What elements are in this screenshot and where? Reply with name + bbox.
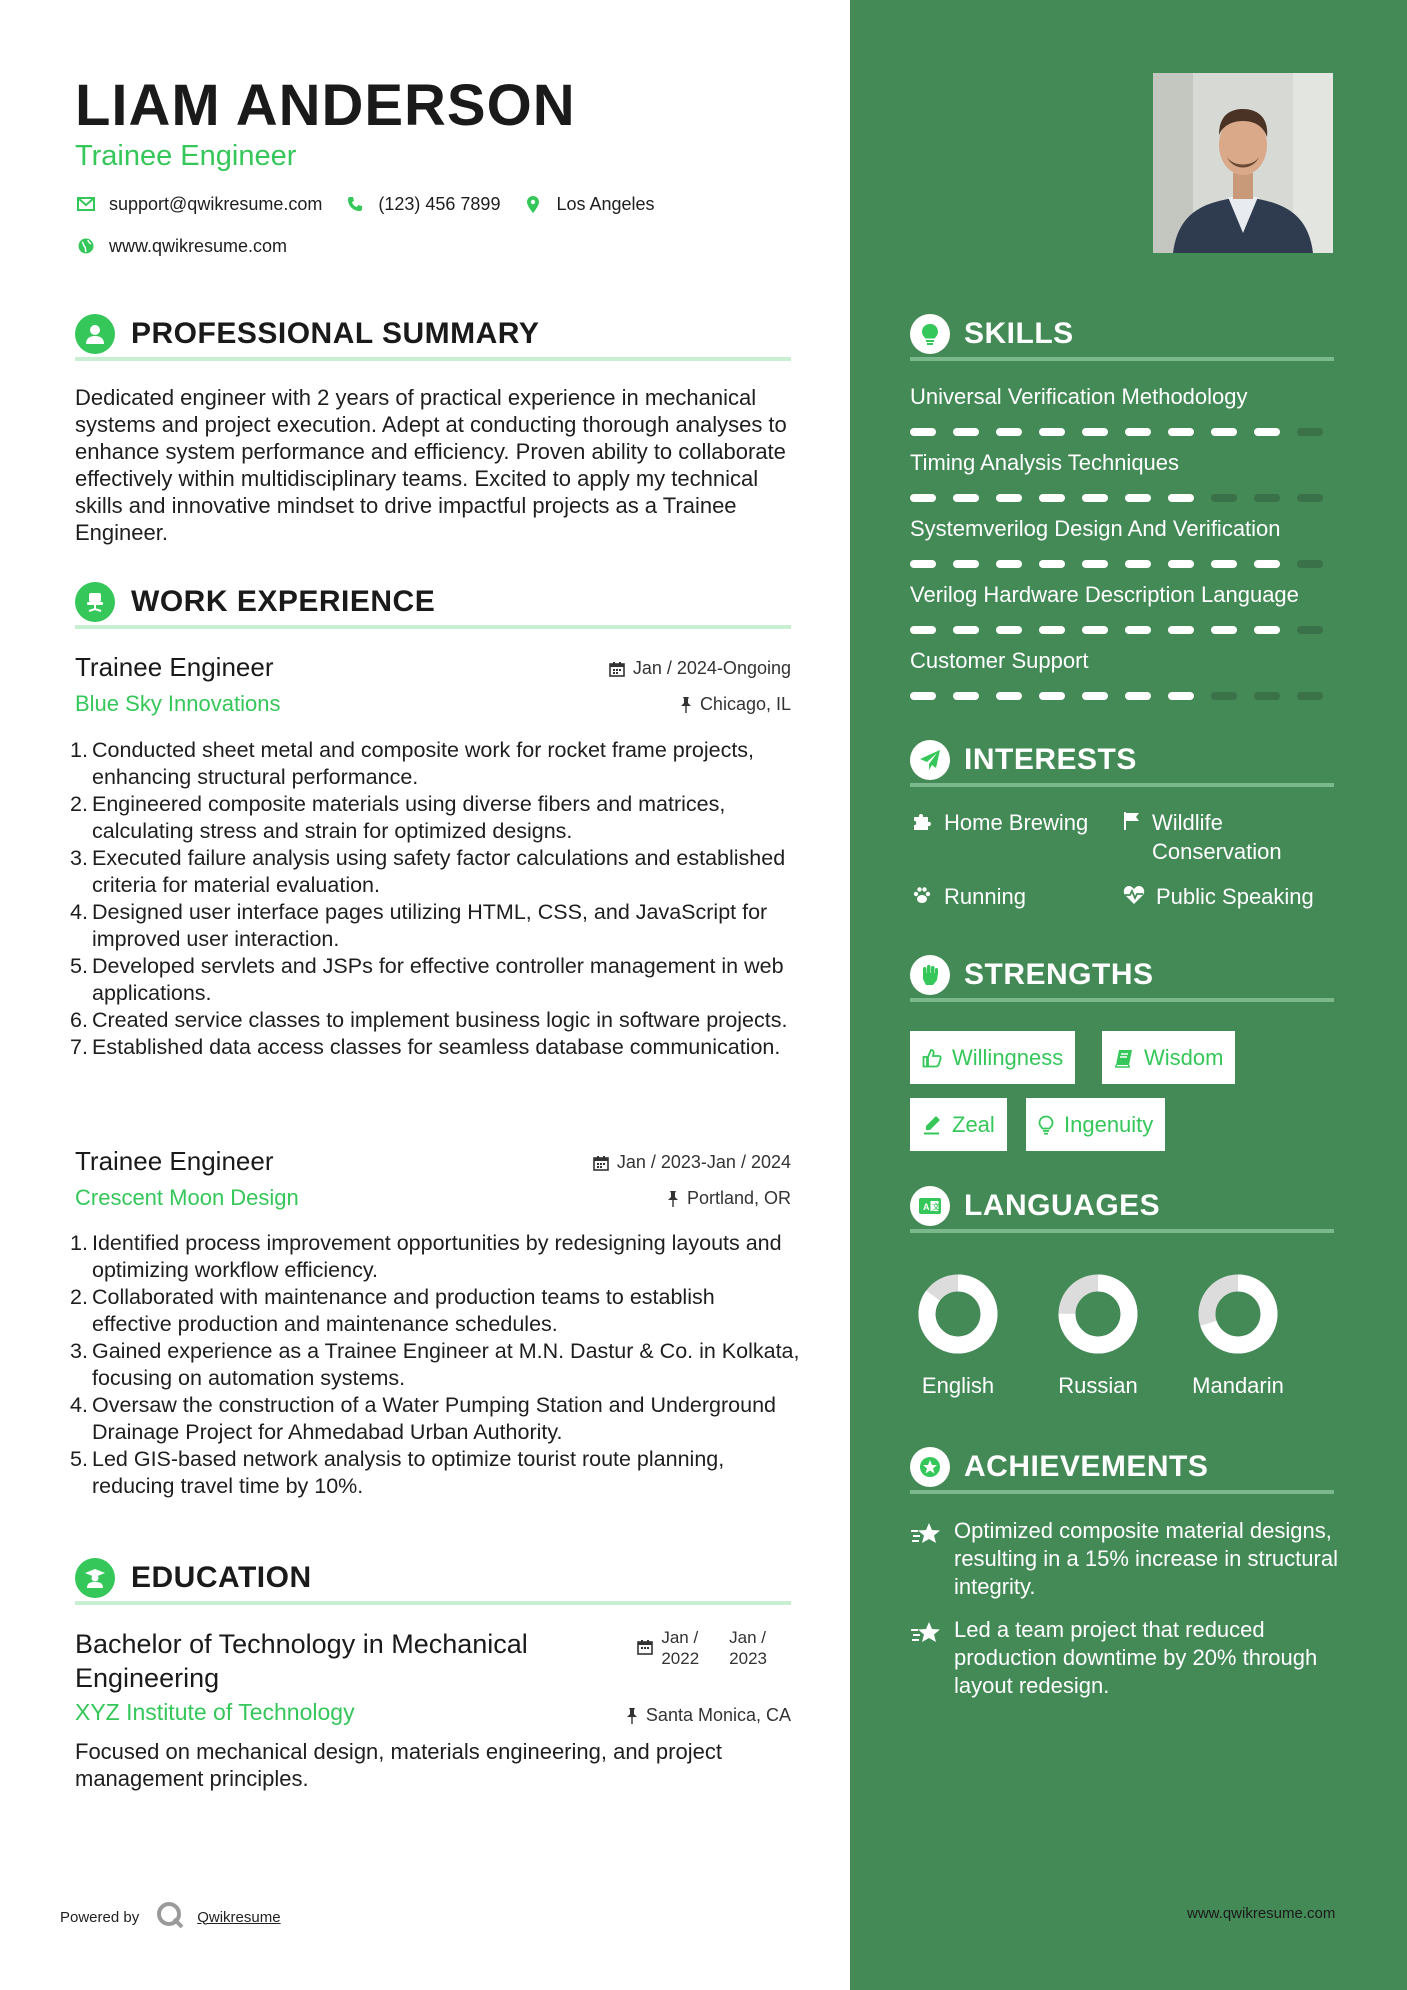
pushpin-icon [667, 1191, 679, 1207]
globe-icon [75, 235, 97, 257]
interest-item [1122, 808, 1322, 866]
flag-icon [1122, 811, 1142, 831]
skill-rating-segment [1297, 494, 1323, 502]
interest-item [910, 808, 1088, 837]
puzzle-icon [910, 811, 934, 831]
skill-rating-segment [1297, 428, 1323, 436]
summary-header [75, 311, 791, 361]
strength-label: Zeal [952, 1111, 995, 1137]
candidate-name: LIAM ANDERSON [75, 73, 576, 138]
skill-item [910, 648, 1340, 700]
svg-text:A: A [923, 1202, 930, 1212]
skill-rating-segment [1082, 428, 1108, 436]
translate-icon [910, 1186, 950, 1226]
shooting-star-icon [910, 1620, 942, 1651]
job-date [609, 658, 791, 679]
skill-rating-segment [1125, 428, 1151, 436]
paw-icon [910, 885, 934, 905]
footer-website: www.qwikresume.com [1187, 1905, 1336, 1922]
skill-item [910, 516, 1340, 568]
achievements-header [910, 1444, 1334, 1494]
skill-rating-segment [996, 560, 1022, 568]
skill-rating-segment [953, 692, 979, 700]
job-title: Trainee Engineer [75, 1146, 274, 1176]
pushpin-icon [680, 697, 692, 713]
heartbeat-icon [1122, 885, 1146, 905]
skill-rating-segment [1211, 428, 1237, 436]
strength-label: Wisdom [1144, 1044, 1224, 1070]
skill-rating-segment [1168, 428, 1194, 436]
skill-rating-segment [1254, 692, 1280, 700]
website-link[interactable]: www.qwikresume.com [109, 235, 288, 256]
job-title: Trainee Engineer [75, 652, 274, 682]
list-item: 5. Led GIS-based network analysis to optimize tourist route planning, reducing travel time by 10%. [70, 1447, 725, 1498]
language-proficiency-ring [1054, 1270, 1142, 1358]
skill-rating-segment [953, 626, 979, 634]
skill-rating-bar [910, 428, 1340, 436]
skill-rating-segment [1211, 560, 1237, 568]
skill-rating-segment [1297, 692, 1323, 700]
job-company: Crescent Moon Design [75, 1185, 299, 1210]
job-location [667, 1188, 791, 1209]
interest-label: Public Speaking [1156, 884, 1314, 909]
language-item [908, 1270, 1008, 1399]
skill-rating-segment [1125, 692, 1151, 700]
skills-heading: SKILLS [964, 317, 1074, 350]
fist-icon [910, 955, 950, 995]
svg-text:文: 文 [932, 1202, 940, 1212]
list-item: 4. Oversaw the construction of a Water Pumping Station and Underground Drainage Project for Ahmedabad Urban Authority. [70, 1393, 776, 1444]
language-proficiency-ring [914, 1270, 1002, 1358]
strengths-heading: STRENGTHS [964, 958, 1154, 991]
interests-heading: INTERESTS [964, 743, 1137, 776]
education-location [626, 1705, 791, 1726]
start-date: Jan / 2022 [661, 1628, 700, 1668]
calendar-icon [637, 1639, 653, 1655]
skill-name: Timing Analysis Techniques [910, 450, 1180, 475]
skill-item [910, 582, 1340, 634]
achievement-item [910, 1616, 1340, 1700]
skill-rating-segment [1211, 626, 1237, 634]
skill-rating-bar [910, 494, 1340, 502]
envelope-icon [75, 193, 97, 215]
skill-name: Systemverilog Design And Verification [910, 516, 1281, 541]
strength-label: Willingness [952, 1044, 1064, 1070]
list-item: 3. Executed failure analysis using safety factor calculations and established criteria for material evaluation. [70, 846, 786, 897]
job-date-text: Jan / 2023-Jan / 2024 [616, 1152, 791, 1172]
location-text: Los Angeles [556, 193, 655, 214]
powered-by [60, 1900, 281, 1934]
list-item: 4. Designed user interface pages utilizing HTML, CSS, and JavaScript for improved user interaction. [70, 900, 768, 951]
skill-rating-segment [1125, 494, 1151, 502]
skill-rating-segment [1254, 560, 1280, 568]
experience-heading: WORK EXPERIENCE [131, 585, 436, 618]
skill-rating-segment [1254, 428, 1280, 436]
job-company: Blue Sky Innovations [75, 691, 281, 716]
skill-rating-segment [1125, 560, 1151, 568]
summary-heading: PROFESSIONAL SUMMARY [131, 317, 540, 350]
skills-header [910, 311, 1334, 361]
school-name: XYZ Institute of Technology [75, 1699, 355, 1725]
skill-rating-segment [1297, 560, 1323, 568]
pushpin-icon [626, 1708, 638, 1724]
skill-rating-segment [1039, 494, 1065, 502]
calendar-icon [593, 1155, 609, 1171]
skill-name: Verilog Hardware Description Language [910, 582, 1299, 607]
strength-badge [910, 1031, 1075, 1084]
skill-rating-segment [1125, 626, 1151, 634]
skill-rating-segment [996, 692, 1022, 700]
skill-rating-segment [1039, 428, 1065, 436]
thumbs-up-icon [922, 1048, 942, 1068]
language-proficiency-ring [1194, 1270, 1282, 1358]
skill-rating-segment [1168, 494, 1194, 502]
strengths-header [910, 952, 1334, 1002]
phone-text: (123) 456 7899 [378, 193, 501, 214]
skill-rating-segment [1168, 626, 1194, 634]
profile-photo [1153, 73, 1333, 253]
skill-rating-segment [1039, 626, 1065, 634]
education-entry [75, 1627, 791, 1726]
candidate-title: Trainee Engineer [75, 140, 297, 172]
skill-rating-segment [1211, 494, 1237, 502]
language-item [1188, 1270, 1288, 1399]
skill-item [910, 450, 1340, 502]
interests-header [910, 737, 1334, 787]
paper-plane-icon [910, 740, 950, 780]
skill-rating-segment [1082, 560, 1108, 568]
phone-icon [344, 193, 366, 215]
email-link[interactable]: support@qwikresume.com [109, 193, 323, 214]
sidebar [850, 0, 1407, 1990]
experience-header [75, 579, 791, 629]
brand-link[interactable]: Qwikresume [197, 1908, 281, 1926]
interest-item [910, 882, 1026, 911]
skill-rating-segment [910, 560, 936, 568]
list-item: 2. Collaborated with maintenance and production teams to establish effective production and maintenance schedules. [70, 1285, 715, 1336]
skill-rating-segment [1211, 692, 1237, 700]
education-heading: EDUCATION [131, 1561, 312, 1594]
summary-text: Dedicated engineer with 2 years of practical experience in mechanical systems and project execution. Adept at conducting thorough analyses to enhance system performance and efficiency. Proven ability to collaborate effectively within multidisciplinary teams. Excited to apply my technical skills and innovative mindset to drive impactful projects as a Trainee Engineer. [75, 385, 787, 545]
strength-badge [1026, 1098, 1165, 1151]
skill-rating-segment [996, 494, 1022, 502]
education-dates [637, 1627, 767, 1669]
job-bullets [70, 737, 800, 1061]
skill-rating-segment [1082, 626, 1108, 634]
lightbulb-icon [1038, 1115, 1054, 1135]
strength-label: Ingenuity [1064, 1111, 1154, 1137]
skill-rating-segment [910, 692, 936, 700]
language-label: Russian [1058, 1373, 1138, 1398]
education-header [75, 1555, 791, 1605]
list-item: 1. Conducted sheet metal and composite work for rocket frame projects, enhancing structural performance. [70, 738, 755, 789]
skill-rating-segment [1297, 626, 1323, 634]
skill-rating-segment [996, 626, 1022, 634]
job-entry [75, 652, 791, 717]
list-item: 5. Developed servlets and JSPs for effective controller management in web applications. [70, 954, 784, 1005]
language-label: English [921, 1373, 995, 1398]
list-item: 3. Gained experience as a Trainee Engineer at M.N. Dastur & Co. in Kolkata, focusing on automation systems. [70, 1339, 800, 1390]
job-bullets [70, 1230, 800, 1500]
interest-item [1122, 882, 1314, 911]
qwikresume-logo-icon [155, 1900, 185, 1934]
interest-label: Wildlife Conservation [1152, 810, 1282, 864]
education-location-text: Santa Monica, CA [645, 1705, 791, 1725]
skill-rating-segment [910, 626, 936, 634]
map-pin-icon [522, 193, 544, 215]
skill-rating-segment [996, 428, 1022, 436]
job-date [593, 1152, 791, 1173]
languages-heading: LANGUAGES [964, 1189, 1161, 1222]
skill-rating-segment [1039, 560, 1065, 568]
list-item: 7. Established data access classes for seamless database communication. [70, 1035, 781, 1059]
skill-rating-segment [1168, 560, 1194, 568]
calendar-icon [609, 661, 625, 677]
achievement-text: Optimized composite material designs, resulting in a 15% increase in structural integrity. [954, 1518, 1338, 1599]
skill-rating-segment [953, 560, 979, 568]
skill-rating-segment [1254, 494, 1280, 502]
pen-icon [922, 1115, 942, 1135]
skill-item [910, 384, 1340, 436]
end-date: Jan / 2023 [729, 1628, 767, 1668]
skill-rating-segment [1254, 626, 1280, 634]
job-entry [75, 1146, 791, 1211]
degree-title: Bachelor of Technology in Mechanical Engineering [75, 1629, 528, 1693]
job-location-text: Portland, OR [686, 1188, 791, 1208]
graduate-icon [75, 1558, 115, 1598]
skill-rating-segment [1168, 692, 1194, 700]
shooting-star-icon [910, 1521, 942, 1552]
achievement-text: Led a team project that reduced production downtime by 20% through layout redesign. [954, 1617, 1318, 1698]
skill-rating-bar [910, 692, 1340, 700]
skill-rating-segment [953, 428, 979, 436]
skill-rating-segment [1082, 494, 1108, 502]
language-item [1048, 1270, 1148, 1399]
skill-name: Universal Verification Methodology [910, 384, 1248, 409]
skill-rating-segment [953, 494, 979, 502]
education-description: Focused on mechanical design, materials engineering, and project management principles. [75, 1739, 722, 1791]
job-location [680, 694, 791, 715]
language-label: Mandarin [1192, 1373, 1284, 1398]
skill-rating-bar [910, 626, 1340, 634]
book-icon [1114, 1048, 1134, 1068]
strength-badge [910, 1098, 1007, 1151]
office-chair-icon [75, 582, 115, 622]
skill-rating-bar [910, 560, 1340, 568]
lightbulb-icon [910, 314, 950, 354]
powered-by-label: Powered by [60, 1908, 140, 1926]
contact-row [75, 193, 677, 215]
languages-header [910, 1183, 1334, 1233]
skill-rating-segment [1039, 692, 1065, 700]
website-row [75, 235, 309, 257]
interest-label: Home Brewing [944, 810, 1089, 835]
star-badge-icon [910, 1447, 950, 1487]
job-location-text: Chicago, IL [699, 694, 791, 714]
achievement-item [910, 1517, 1340, 1601]
strength-badge [1102, 1031, 1235, 1084]
skill-rating-segment [1082, 692, 1108, 700]
job-date-text: Jan / 2024-Ongoing [632, 658, 791, 678]
skill-rating-segment [910, 494, 936, 502]
interest-label: Running [944, 884, 1026, 909]
skill-rating-segment [910, 428, 936, 436]
skill-name: Customer Support [910, 648, 1089, 673]
list-item: 1. Identified process improvement opportunities by redesigning layouts and optimizing workflow efficiency. [70, 1231, 782, 1282]
list-item: 2. Engineered composite materials using diverse fibers and matrices, calculating stress and strain for optimized designs. [70, 792, 726, 843]
user-icon [75, 314, 115, 354]
achievements-heading: ACHIEVEMENTS [964, 1450, 1209, 1483]
list-item: 6. Created service classes to implement business logic in software projects. [70, 1008, 788, 1032]
